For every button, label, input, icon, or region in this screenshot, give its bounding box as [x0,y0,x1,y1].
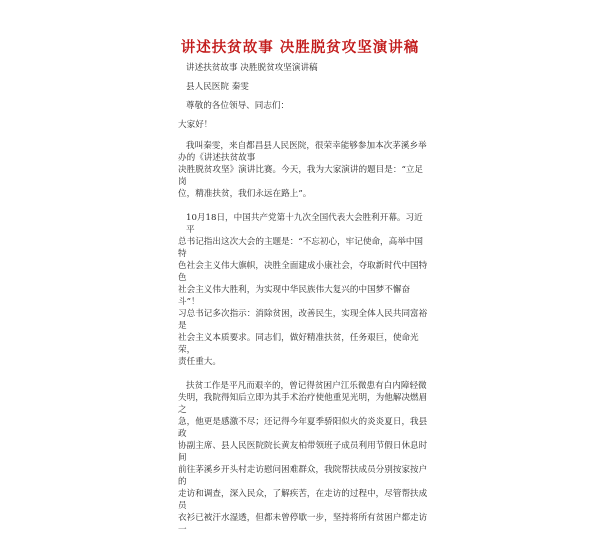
author-line: 县人民医院 秦雯 [186,82,249,92]
paragraph-line: 色社会主义伟大旗帜，决胜全面建成小康社会，夺取新时代中国特色 [178,261,428,283]
paragraph-line: 决胜脱贫攻坚》演讲比赛。今天，我为大家演讲的题目是：“立足岗 [178,165,424,187]
paragraph-line: 急，他更是感激不尽；还记得今年夏季骄阳似火的炎炎夏日，我县政 [178,417,428,439]
paragraph-line: 协副主席、县人民医院院长黄友柏带领班子成员利用节假日休息时间 [178,441,428,463]
paragraph-poverty-work [178,380,428,536]
paragraph-line: 社会主义本质要求。同志们，做好精准扶贫，任务艰巨，使命光荣， [178,333,419,355]
paragraph-line: 习总书记多次指示：消除贫困，改善民生，实现全体人民共同富裕是 [178,309,428,331]
paragraph-congress [178,212,428,368]
document-title: 讲述扶贫故事 决胜脱贫攻坚演讲稿 [180,39,420,56]
paragraph-line: 责任重大。 [178,357,221,367]
salutation: 尊敬的各位领导、同志们： [186,101,290,111]
paragraph-line: 走访和调查，深入民众，了解疾苦，在走访的过程中，尽管帮扶成员 [178,489,428,511]
greeting: 大家好！ [178,120,213,130]
paragraph-line: 10月18日，中国共产党第十九次全国代表大会胜利开幕。习近平 [186,213,423,235]
paragraph-line: 办的《讲述扶贫故事 [178,153,256,163]
paragraph-line: 衣衫已被汗水湿透，但都未曾停歇一步，坚持将所有贫困户都走访一 [178,513,428,535]
subtitle: 讲述扶贫故事 决胜脱贫攻坚演讲稿 [186,63,318,73]
paragraph-line: 我叫秦雯，来自都昌县人民医院，很荣幸能够参加本次茅溪乡举 [186,141,427,151]
paragraph-line: 总书记指出这次大会的主题是：“不忘初心，牢记使命，高举中国特 [178,237,424,259]
paragraph-line: 社会主义伟大胜利，为实现中华民族伟大复兴的中国梦不懈奋斗”！ [178,285,411,307]
intro-paragraph [178,140,428,200]
paragraph-line: 扶贫工作是平凡而艰辛的，曾记得贫困户江乐微患有白内障轻微 [186,381,427,391]
paragraph-line: 位，精准扶贫，我们永远在路上”。 [178,189,312,199]
document-body [178,62,428,536]
paragraph-line: 前往茅溪乡开头村走访慰问困难群众，我院帮扶成员分别按家按户的 [178,465,428,487]
paragraph-line: 失明，我院得知后立即为其手术治疗使他重见光明，为他解决燃眉之 [178,393,428,415]
